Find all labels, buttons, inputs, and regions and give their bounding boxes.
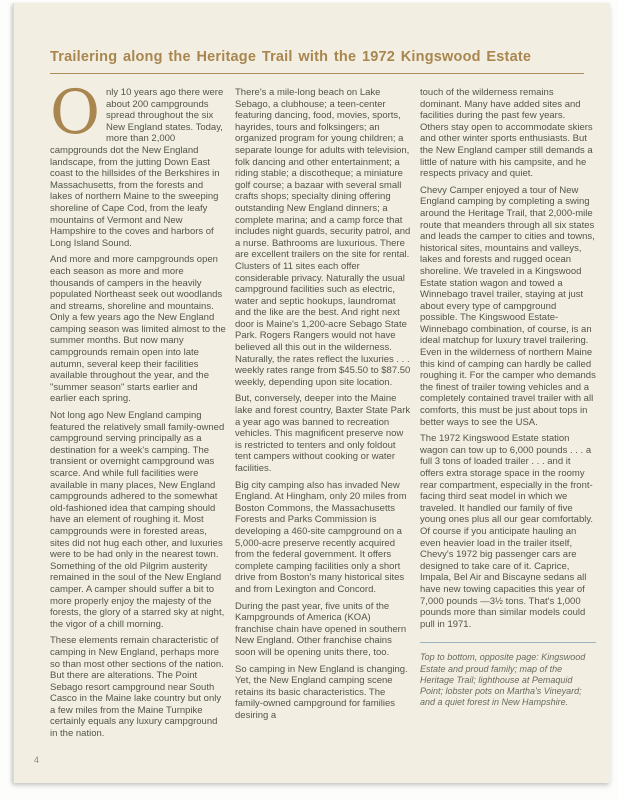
caption-rule bbox=[420, 642, 596, 643]
paragraph: touch of the wilderness remains dominant. Many have added sites and facilities during the past few years. Others stay open to accommodate skiers and other winter sports enthusiasts. But the New England camper still demands a little of nature with his campsite, and he respects privacy and quiet. bbox=[420, 87, 593, 180]
paragraph bbox=[50, 77, 226, 249]
page-content bbox=[14, 3, 610, 745]
paragraph: And more and more campgrounds open each season as more and more thousands of campers in the heavily populated Northeast seek out woodlands and streams, shoreline and mountains. Only a few years ago the New England camping season was limited almost to the summer months. But now many campgrounds remain open into late autumn, several keep their facilities available throughout the year, and the "summer season" starts earlier and earlier each spring. bbox=[50, 254, 226, 405]
magazine-page bbox=[13, 3, 610, 783]
column-3 bbox=[420, 87, 596, 745]
paragraph: During the past year, five units of the Kampgrounds of America (KOA) franchise chain have opened in southern New England. Other franchise chains soon will be opening units there, too. bbox=[235, 600, 407, 658]
paragraph: So camping in New England is changing. Yet, the New England camping scene retains its basic characteristics. The family-owned campground for families desiring a bbox=[235, 663, 408, 721]
paragraph: Not long ago New England camping featured the relatively small family-owned campground serving principally as a destination for a week's camping. The transient or overnight campground was scarce. And while full facilities were available in many places, New England campgrounds adhered to the somewhat old-fashioned idea that camping should have an element of roughing it. Most campgrounds were in forested areas, sites did not hug each other, and luxuries were to be had only in the nearest town. Something of the old Pilgrim austerity remained in the soul of the New England camper. A camper should suffer a bit to more properly enjoy the majesty of the forests, the glory of a starred sky at night, the vigor of a chill morning. bbox=[50, 410, 225, 630]
paragraph: The 1972 Kingswood Estate station wagon can tow up to 6,000 pounds . . . a full 3 tons of loaded trailer . . . and it offers extra storage space in the roomy rear compartment, especially in the front-facing third seat model in which we traveled. It handled our family of five young ones plus all our gear comfortably. Of course if you anticipate hauling an even heavier load in the trailer itself, Chevy's 1972 big passenger cars are designed to take care of it. Caprice, Impala, Bel Air and Biscayne sedans all have new towing capacities this year of 7,000 pounds —3½ tons. That's 1,000 pounds more than similar models could pull in 1971. bbox=[420, 433, 594, 630]
paragraph-text: nly 10 years ago there were about 200 campgrounds spread throughout the six New England states. Today, more than 2,000 campgrounds dot the New England landscape, from the jutting Down East coast to the hillsides of the Berkshires in Massachusetts, from the forests and lakes of northern Maine to the sweeping shoreline of Cape Cod, from the leafy mountains of Vermont and New Hampshire to the coves and harbors of Long Island Sound. bbox=[50, 87, 224, 249]
page-number: 4 bbox=[34, 755, 40, 765]
paragraph: These elements remain characteristic of camping in New England, perhaps more so than most other sections of the nation. But there are alterations. The Point Sebago resort campground near South Casco in the Maine lake country but only a few miles from the Maine Turnpike certainly equals any luxury campground in the nation. bbox=[50, 635, 224, 740]
paragraph: Big city camping also has invaded New England. At Hingham, only 20 miles from Boston Commons, the Massachusetts Forests and Parks Commission is developing a 460-site campground on a 5,000-acre preserve recently acquired from the federal government. It offers complete camping facilities only a short drive from Boston's many historical sites and from Lexington and Concord. bbox=[235, 479, 407, 595]
drop-cap: O bbox=[50, 77, 101, 148]
paragraph: Chevy Camper enjoyed a tour of New England camping by completing a swing around the Heritage Trail, that 2,000-mile route that meanders through all six states and leads the camper to cities and towns, historical sites, mountains and valleys, lakes and forests and rugged ocean shoreline. We traveled in a Kingswood Estate station wagon and towed a Winnebago travel trailer, staying at just about every type of campground possible. The Kingswood Estate-Winnebago combination, of course, is an ideal matchup for luxury travel trailering. Even in the wilderness of northern Maine this kind of camping can hardly be called roughing it. For the camper who demands the finest of trailer towing vehicles and a completely contained travel trailer with all comforts, this must be just about tops in better ways to see the USA. bbox=[420, 184, 596, 428]
photo-caption: Top to bottom, opposite page: Kingswood Estate and proud family; map of the Heritage Trail; lighthouse at Pemaquid Point; lobster pots on Martha's Vineyard; and a quiet forest in New Hampshire. bbox=[420, 652, 586, 708]
paragraph: But, conversely, deeper into the Maine lake and forest country, Baxter State Park a year ago was banned to recreation vehicles. This magnificent preserve now is restricted to tenters and only foldout tent campers without cooking or water facilities. bbox=[235, 393, 411, 474]
title-rule bbox=[50, 73, 584, 74]
paragraph: There's a mile-long beach on Lake Sebago, a clubhouse; a teen-center featuring dancing, food, movies, sports, hayrides, tours and folksingers; an organized program for young children; a separate lounge for adults with television, folk dancing and other entertainment; a riding stable; a discotheque; a miniature golf course; a bazaar with several small crafts shops; specialty dining offering outstanding New England dinners; a complete marina; and a camp force that includes night guards, security patrol, and a nurse. Bathrooms are luxurious. There are excellent trailers on the site for rental. Clusters of 11 sites each offer considerable privacy. Naturally the usual campground facilities such as electric, water and septic hookups, laundromat and the like are the best. And right next door is Maine's 1,200-acre Sebago State Park. Rogers Rangers would not have believed all this out in the wilderness. Naturally, the rates reflect the luxuries . . . weekly rates range from $45.50 to $87.50 weekly, depending upon site location. bbox=[235, 87, 411, 388]
column-2 bbox=[235, 87, 411, 745]
article-title: Trailering along the Heritage Trail with the 1972 Kingswood Estate bbox=[50, 49, 532, 65]
column-1 bbox=[50, 77, 226, 745]
article-columns bbox=[50, 77, 596, 745]
